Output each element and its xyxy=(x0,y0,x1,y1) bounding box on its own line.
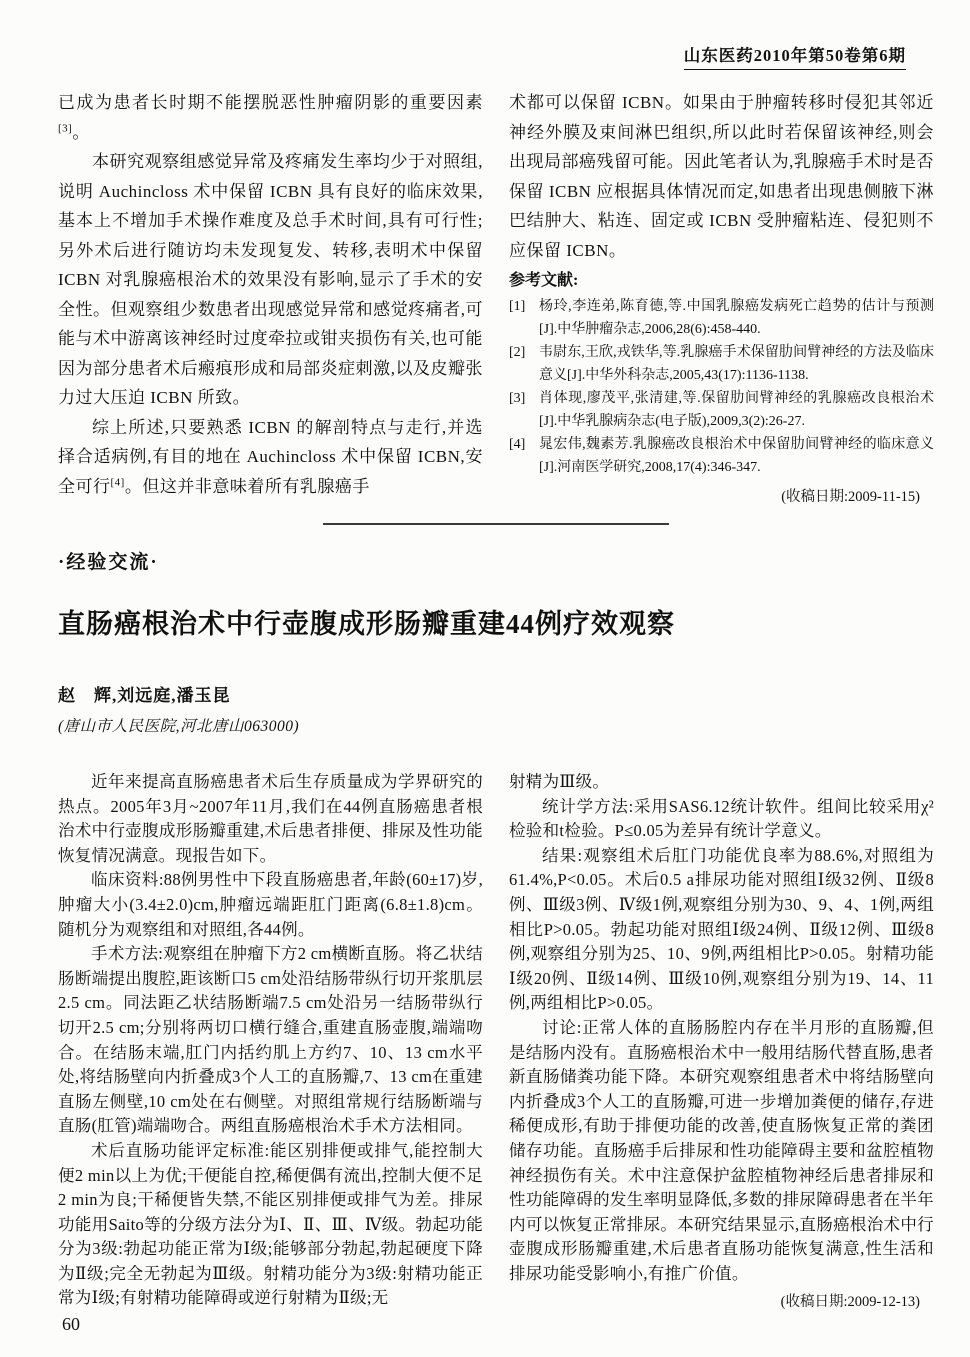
reference-text: 杨玲,李连弟,陈育德,等.中国乳腺癌发病死亡趋势的估计与预测[J].中华肿瘤杂志,2006,28(6):458-440. xyxy=(539,299,934,337)
article2-paragraph: 手术方法:观察组在肿瘤下方2 cm横断直肠。将乙状结肠断端提出腹腔,距该断口5 cm处沿结肠带纵行切开浆肌层2.5 cm。同法距乙状结肠断端7.5 cm处沿另一结肠带纵行切开2.5 cm;分别将两切口横行缝合,重建直肠壶腹,端端吻合。在结肠末端,肛门内括约肌上方约7、10、13 cm水平处,将结肠壁向内折叠成3个人工的直肠瓣,7、13 cm在重建直肠左侧壁,10 cm处在右侧壁。对照组常规行结肠断端与直肠(肛管)端端吻合。两组直肠癌根治术手术方法相同。 xyxy=(58,944,483,1136)
article1-paragraph: 术都可以保留 ICBN。如果由于肿瘤转移时侵犯其邻近神经外膜及束间淋巴组织,所以此时若保留该神经,则会出现局部癌残留可能。因此笔者认为,乳腺癌手术时是否保留 ICBN 应根据具体情况而定,如患者出现患侧腋下淋巴结肿大、粘连、固定或 ICBN 受肿瘤粘连、侵犯则不应保留 ICBN。 xyxy=(509,93,934,260)
reference-marker: [4] xyxy=(509,437,526,452)
article2-authors: 赵 辉,刘远庭,潘玉昆 xyxy=(58,686,231,705)
reference-item xyxy=(509,387,934,433)
references-heading: 参考文献: xyxy=(509,272,579,289)
journal-running-header xyxy=(58,42,934,70)
article1-right-column xyxy=(509,88,934,509)
citation-superscript: [4] xyxy=(110,475,125,488)
article2-paragraph: 术后直肠功能评定标准:能区别排便或排气,能控制大便2 min以上为优;干便能自控,稀便偶有流出,控制大便不足2 min为良;干稀便皆失禁,不能区别排便或排气为差。排尿功能用Saito等的分级方法分为Ⅰ、Ⅱ、Ⅲ、Ⅳ级。勃起功能分为3级:勃起功能正常为Ⅰ级;能够部分勃起,勃起硬度下降为Ⅱ级;完全无勃起为Ⅲ级。射精功能分为3级:射精功能正常为Ⅰ级;有射精功能障碍或逆行射精为Ⅱ级;无 xyxy=(58,1140,483,1308)
article2-received-date: (收稿日期:2009-12-13) xyxy=(780,1294,920,1311)
article1-paragraph: 已成为患者长时期不能摆脱恶性肿瘤阴影的重要因素[3]。 xyxy=(58,93,483,142)
citation-superscript: [3] xyxy=(58,121,73,134)
reference-marker: [2] xyxy=(509,345,526,360)
reference-item xyxy=(509,433,934,479)
article1-left-column xyxy=(58,88,483,509)
reference-marker: [1] xyxy=(509,299,526,314)
article1-received-date: (收稿日期:2009-11-15) xyxy=(781,489,920,505)
reference-text: 晁宏伟,魏素芳.乳腺癌改良根治术中保留肋间臂神经的临床意义[J].河南医学研究,2008,17(4):346-347. xyxy=(539,437,934,475)
article2-affiliation: (唐山市人民医院,河北唐山063000) xyxy=(58,718,300,735)
reference-text: 肖体现,廖茂平,张清建,等.保留肋间臂神经的乳腺癌改良根治术[J].中华乳腺病杂志(电子版),2009,3(2):26-27. xyxy=(539,391,934,429)
section-label: ·经验交流· xyxy=(58,552,159,573)
article2-left-column xyxy=(58,770,483,1314)
reference-marker: [3] xyxy=(509,391,526,406)
article1-paragraph: 综上所述,只要熟悉 ICBN 的解剖特点与走行,并选择合适病例,有目的地在 Auchincloss 术中保留 ICBN,安全可行[4]。但这并非意味着所有乳腺癌手 xyxy=(58,417,483,496)
article2-body xyxy=(58,770,934,1314)
article1-body xyxy=(58,88,934,509)
article2-paragraph: 临床资料:88例男性中下段直肠癌患者,年龄(60±17)岁,肿瘤大小(3.4±2.0)cm,肿瘤远端距肛门距离(6.8±1.8)cm。随机分为观察组和对照组,各44例。 xyxy=(58,870,483,939)
article2-paragraph: 统计学方法:采用SAS6.12统计软件。组间比较采用χ²检验和t检验。P≤0.05为差异有统计学意义。 xyxy=(509,796,934,841)
page-number: 60 xyxy=(62,1314,80,1334)
article2-title: 直肠癌根治术中行壶腹成形肠瓣重建44例疗效观察 xyxy=(58,609,675,639)
article2-paragraph: 讨论:正常人体的直肠肠腔内存在半月形的直肠瓣,但是结肠内没有。直肠癌根治术中一般用结肠代替直肠,患者新直肠储粪功能下降。本研究观察组患者术中将结肠壁向内折叠成3个人工的直肠瓣,可进一步增加粪便的储存,存进稀便成形,有助于排便功能的改善,使直肠恢复正常的粪团储存功能。直肠癌手后排尿和性功能障碍主要和盆腔植物神经损伤有关。术中注意保护盆腔植物神经后患者排尿和性功能障碍的发生率明显降低,多数的排尿障碍患者在半年内可以恢复正常排尿。本研究结果显示,直肠癌根治术中行壶腹成形肠瓣重建,术后患者直肠功能恢复满意,性生活和排尿功能受影响小,有推广价值。 xyxy=(509,1017,934,1283)
article-divider xyxy=(323,523,669,525)
article1-paragraph: 本研究观察组感觉异常及疼痛发生率均少于对照组,说明 Auchincloss 术中保留 ICBN 具有良好的临床效果,基本上不增加手术操作难度及总手术时间,具有可行性;另外术后进行随访均未发现复发、转移,表明术中保留 ICBN 对乳腺癌根治术的效果没有影响,显示了手术的安全性。但观察组少数患者出现感觉异常和感觉疼痛者,可能与术中游离该神经时过度牵拉或钳夹损伤有关,也可能因为部分患者术后瘢痕形成和局部炎症刺激,以及皮瓣张力过大压迫 ICBN 所致。 xyxy=(58,152,483,407)
article2-paragraph: 射精为Ⅲ级。 xyxy=(509,772,610,791)
reference-text: 韦尉东,王欣,戎铁华,等.乳腺癌手术保留肋间臂神经的方法及临床意义[J].中华外科杂志,2005,43(17):1136-1138. xyxy=(539,345,934,383)
article2-paragraph: 近年来提高直肠癌患者术后生存质量成为学界研究的热点。2005年3月~2007年11月,我们在44例直肠癌患者根治术中行壶腹成形肠瓣重建,术后患者排便、排尿及性功能恢复情况满意。现报告如下。 xyxy=(58,772,483,865)
article2-right-column xyxy=(509,770,934,1314)
journal-header-text: 山东医药2010年第50卷第6期 xyxy=(684,42,906,70)
reference-item xyxy=(509,341,934,387)
reference-item xyxy=(509,295,934,341)
article2-paragraph: 结果:观察组术后肛门功能优良率为88.6%,对照组为61.4%,P<0.05。术后0.5 a排尿功能对照组Ⅰ级32例、Ⅱ级8例、Ⅲ级3例、Ⅳ级1例,观察组分别为30、9、4、1例,两组相比P>0.05。勃起功能对照组Ⅰ级24例、Ⅱ级12例、Ⅲ级8例,观察组分别为25、10、9例,两组相比P>0.05。射精功能Ⅰ级20例、Ⅱ级14例、Ⅲ级10例,观察组分别为19、14、11例,两组相比P>0.05。 xyxy=(509,845,934,1013)
